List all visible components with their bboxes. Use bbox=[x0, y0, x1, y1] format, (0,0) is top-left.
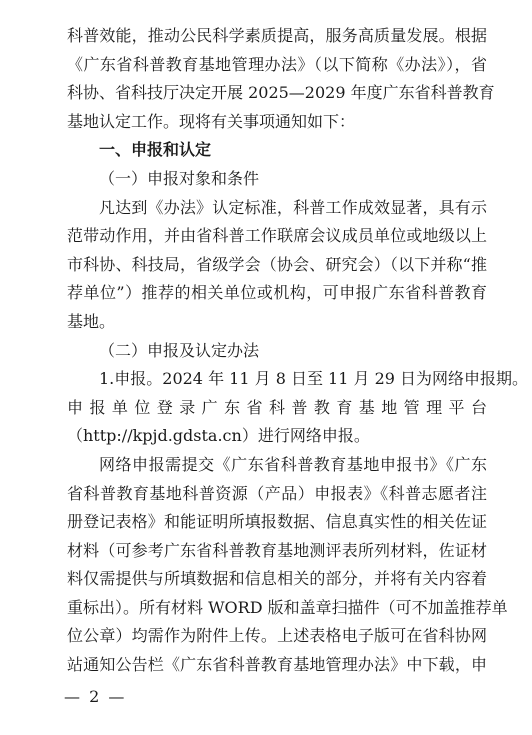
body-line: 科普效能，推动公民科学素质提高，服务高质量发展。根据 bbox=[67, 26, 487, 45]
body-line: 申报单位登录广东省科普教育基地管理平台 bbox=[67, 397, 487, 417]
body-line: （http://kpjd.gdsta.cn）进行网络申报。 bbox=[67, 426, 370, 446]
body-line: 科协、省科技厅决定开展 2025—2029 年度广东省科普教育 bbox=[67, 83, 495, 103]
body-line: 市科协、科技局，省级学会（协会、研究会）（以下并称“推 bbox=[67, 254, 487, 274]
subsection-heading: （一）申报对象和条件 bbox=[99, 168, 260, 188]
body-line: 材料（可参考广东省科普教育基地测评表所列材料，佐证材 bbox=[67, 540, 487, 560]
body-line: 1.申报。2024 年 11 月 8 日至 11 月 29 日为网络申报期。 bbox=[99, 369, 529, 389]
body-line: 料仅需提供与所填数据和信息相关的部分，并将有关内容着 bbox=[67, 569, 487, 589]
body-line: 荐单位”）推荐的相关单位或机构，可申报广东省科普教育 bbox=[67, 283, 487, 303]
body-line: 基地。 bbox=[67, 311, 116, 331]
body-line: 重标出）。所有材料 WORD 版和盖章扫描件（可不加盖推荐单 bbox=[67, 597, 508, 617]
body-line: 册登记表格》和能证明所填报数据、信息真实性的相关佐证 bbox=[67, 512, 487, 532]
body-line: 《广东省科普教育基地管理办法》（以下简称《办法》），省 bbox=[67, 54, 487, 74]
body-line: 基地认定工作。现将有关事项通知如下： bbox=[67, 111, 356, 131]
body-line: 范带动作用，并由省科普工作联席会议成员单位或地级以上 bbox=[67, 226, 487, 246]
document-page bbox=[67, 22, 529, 680]
page-number: — 2 — bbox=[64, 687, 127, 706]
subsection-heading: （二）申报及认定办法 bbox=[99, 340, 260, 360]
body-line: 凡达到《办法》认定标准，科普工作成效显著，具有示 bbox=[99, 197, 487, 217]
body-line: 站通知公告栏《广东省科普教育基地管理办法》中下载，申 bbox=[67, 655, 487, 675]
body-line: 省科普教育基地科普资源（产品）申报表》《科普志愿者注 bbox=[67, 483, 487, 503]
body-line: 网络申报需提交《广东省科普教育基地申报书》《广东 bbox=[99, 454, 487, 474]
body-line: 位公章）均需作为附件上传。上述表格电子版可在省科协网 bbox=[67, 626, 487, 646]
section-heading: 一、申报和认定 bbox=[99, 140, 212, 160]
